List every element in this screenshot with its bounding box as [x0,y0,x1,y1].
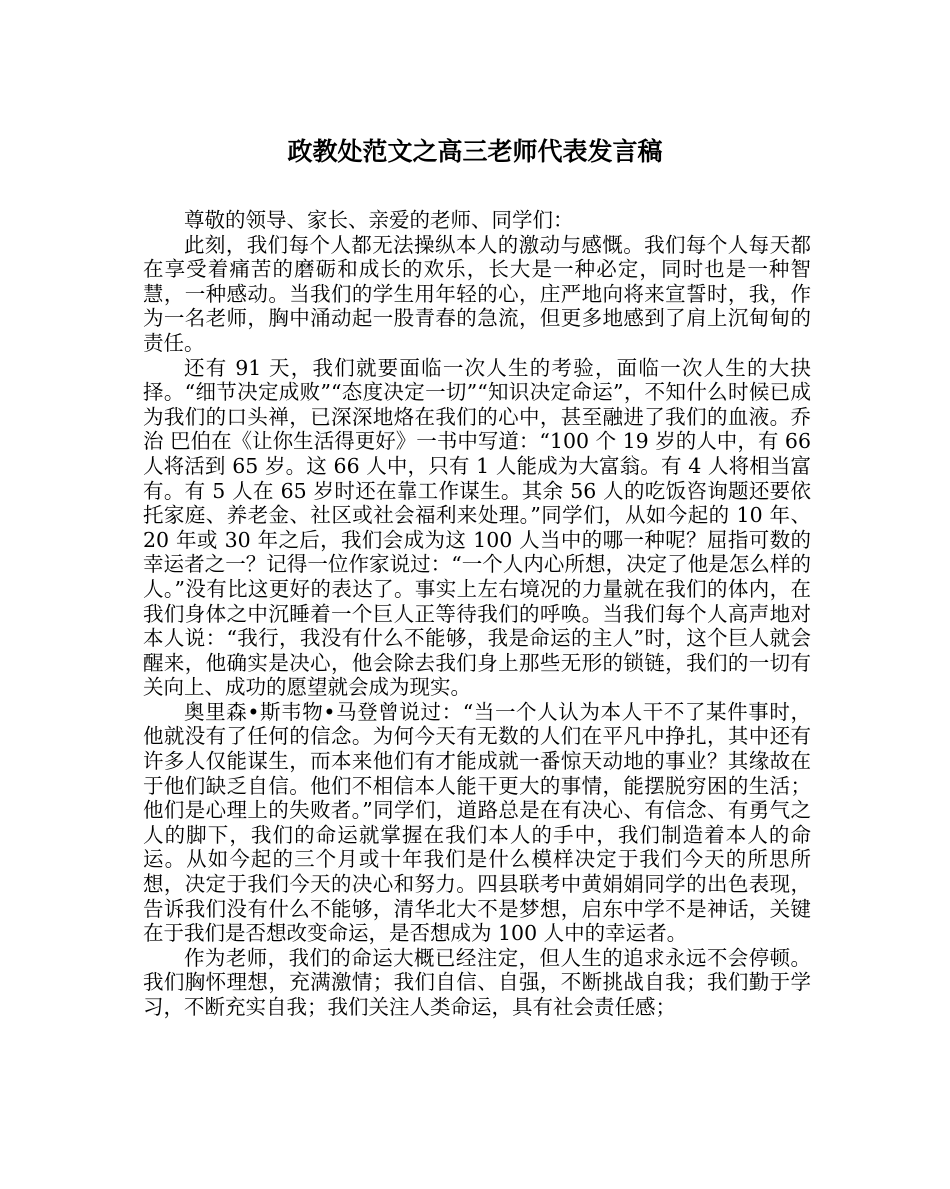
paragraph-salutation: 尊敬的领导、家长、亲爱的老师、同学们： [184,208,574,232]
paragraph: 作为老师，我们的命运大概已经注定，但人生的追求永远不会停顿。我们胸怀理想，充满激情；我们自信、自强，不断挑战自我；我们勤于学习，不断充实自我；我们关注人类命运，具有社会责任感； [143,945,811,1019]
paragraph: 此刻，我们每个人都无法操纵本人的激动与感慨。我们每个人每天都在享受着痛苦的磨砺和成长的欢乐，长大是一种必定，同时也是一种智慧，一种感动。当我们的学生用年轻的心，庄严地向将来宣誓时，我，作为一名老师，胸中涌动起一股青春的急流，但更多地感到了肩上沉甸甸的责任。 [143,232,811,355]
document-body [143,208,811,1020]
paragraph: 还有 91 天，我们就要面临一次人生的考验，面临一次人生的大抉择。“细节决定成败”“态度决定一切”“知识决定命运”，不知什么时候已成为我们的口头禅，已深深地烙在我们的心中，甚至融进了我们的血液。乔治 巴伯在《让你生活得更好》一书中写道：“100 个 19 岁的人中，有 66 人将活到 65 岁。这 66 人中，只有 1 人能成为大富翁。有 4 人将相当富有。有 5 人在 65 岁时还在靠工作谋生。其余 56 人的吃饭咨询题还要依托家庭、养老金、社区或社会福利来处理。”同学们，从如今起的 10 年、20 年或 30 年之后，我们会成为这 100 人当中的哪一种呢？屈指可数的幸运者之一？记得一位作家说过：“一个人内心所想，决定了他是怎么样的人。”没有比这更好的表达了。事实上左右境况的力量就在我们的体内，在我们身体之中沉睡着一个巨人正等待我们的呼唤。当我们每个人高声地对本人说：“我行，我没有什么不能够，我是命运的主人”时，这个巨人就会醒来，他确实是决心，他会除去我们身上那些无形的锁链，我们的一切有关向上、成功的愿望就会成为现实。 [143,355,811,700]
document-title: 政教处范文之高三老师代表发言稿 [287,137,663,166]
paragraph: 奥里森•斯韦物•马登曾说过：“当一个人认为本人干不了某件事时，他就没有了任何的信念。为何今天有无数的人们在平凡中挣扎，其中还有许多人仅能谋生，而本来他们有才能成就一番惊天动地的事业？其缘故在于他们缺乏自信。他们不相信本人能干更大的事情，能摆脱穷困的生活；他们是心理上的失败者。”同学们，道路总是在有决心、有信念、有勇气之人的脚下，我们的命运就掌握在我们本人的手中，我们制造着本人的命运。从如今起的三个月或十年我们是什么模样决定于我们今天的所思所想，决定于我们今天的决心和努力。四县联考中黄娟娟同学的出色表现，告诉我们没有什么不能够，清华北大不是梦想，启东中学不是神话，关键在于我们是否想改变命运，是否想成为 100 人中的幸运者。 [143,699,811,946]
